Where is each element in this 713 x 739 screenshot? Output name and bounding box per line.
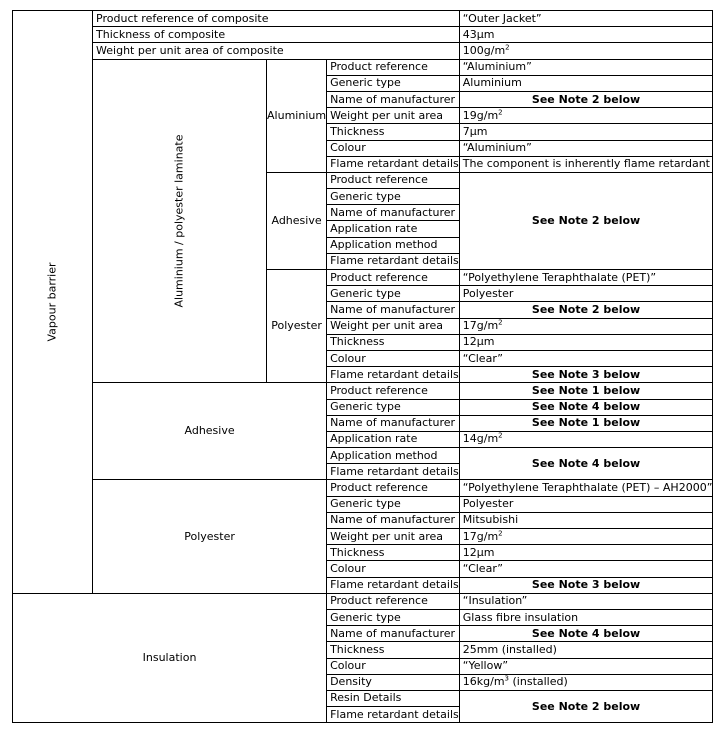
row-value: See Note 4 below	[459, 626, 713, 642]
row-label: Thickness	[327, 124, 460, 140]
row-value: “Yellow”	[459, 658, 713, 674]
row-value: $100g/m^2$	[459, 43, 713, 59]
row-value: “Aluminium”	[459, 140, 713, 156]
table-row	[13, 59, 713, 75]
table-row	[13, 593, 713, 609]
row-label: Generic type	[327, 399, 460, 415]
row-label: Product reference	[327, 383, 460, 399]
row-label: Name of manufacturer	[327, 512, 460, 528]
row-label: Generic type	[327, 286, 460, 302]
row-value: 12µm	[459, 334, 713, 350]
row-label: Product reference	[327, 59, 460, 75]
row-value: $16kg/m^3$ (installed)	[459, 674, 713, 690]
row-value: 43µm	[459, 27, 713, 43]
row-label: Application rate	[327, 431, 460, 447]
row-value: Glass fibre insulation	[459, 609, 713, 625]
row-value: “Aluminium”	[459, 59, 713, 75]
row-label: Generic type	[327, 189, 460, 205]
row-label: Flame retardant details	[327, 464, 460, 480]
row-value: See Note 1 below	[459, 415, 713, 431]
row-value: See Note 2 below	[459, 302, 713, 318]
row-label: Thickness	[327, 334, 460, 350]
row-value: “Outer Jacket”	[459, 11, 713, 27]
row-value: $19g/m^2$	[459, 108, 713, 124]
row-label: Generic type	[327, 609, 460, 625]
row-value: Mitsubishi	[459, 512, 713, 528]
component-name: Polyester	[267, 270, 327, 383]
row-label: Weight per unit area	[327, 108, 460, 124]
row-value: See Note 3 below	[459, 367, 713, 383]
row-label: Flame retardant details	[327, 156, 460, 172]
row-label: Name of manufacturer	[327, 415, 460, 431]
vapour-barrier-label: Vapour barrier	[13, 11, 93, 594]
row-label: Product reference	[327, 593, 460, 609]
table-row	[13, 11, 713, 27]
row-label: Name of manufacturer	[327, 205, 460, 221]
row-label: Name of manufacturer	[327, 626, 460, 642]
row-label: Application method	[327, 448, 460, 464]
row-value-merged: See Note 2 below	[459, 690, 713, 722]
row-value-merged: See Note 2 below	[459, 172, 713, 269]
row-label: Generic type	[327, 75, 460, 91]
insulation-label: Insulation	[13, 593, 327, 723]
row-label: Application method	[327, 237, 460, 253]
row-label: Weight per unit area	[327, 318, 460, 334]
row-value: “Clear”	[459, 350, 713, 366]
row-value: 7µm	[459, 124, 713, 140]
table-row	[13, 480, 713, 496]
row-label: Product reference of composite	[93, 11, 460, 27]
row-value: The component is inherently flame retardant	[459, 156, 713, 172]
row-value: “Polyethylene Teraphthalate (PET) – AH2000”	[459, 480, 713, 496]
row-label: Colour	[327, 140, 460, 156]
row-label: Name of manufacturer	[327, 91, 460, 107]
row-label: Thickness	[327, 545, 460, 561]
row-label: Thickness	[327, 642, 460, 658]
row-value-merged: See Note 4 below	[459, 448, 713, 480]
row-label: Colour	[327, 561, 460, 577]
row-label: Product reference	[327, 480, 460, 496]
row-value: “Insulation”	[459, 593, 713, 609]
row-label: Application rate	[327, 221, 460, 237]
row-value: See Note 3 below	[459, 577, 713, 593]
table-row	[13, 27, 713, 43]
row-label: Product reference	[327, 270, 460, 286]
row-value: Aluminium	[459, 75, 713, 91]
row-value: Polyester	[459, 286, 713, 302]
row-label: Weight per unit area of composite	[93, 43, 460, 59]
row-value: $17g/m^2$	[459, 318, 713, 334]
specification-table	[12, 10, 713, 723]
row-label: Generic type	[327, 496, 460, 512]
table-row	[13, 383, 713, 399]
row-value: See Note 2 below	[459, 91, 713, 107]
row-label: Thickness of composite	[93, 27, 460, 43]
component-name: Adhesive	[267, 172, 327, 269]
row-label: Colour	[327, 658, 460, 674]
row-label: Flame retardant details	[327, 707, 460, 723]
row-label: Weight per unit area	[327, 529, 460, 545]
row-value: “Polyethylene Teraphthalate (PET)”	[459, 270, 713, 286]
component-name: Aluminium	[267, 59, 327, 172]
table-row	[13, 43, 713, 59]
row-label: Flame retardant details	[327, 253, 460, 269]
row-label: Resin Details	[327, 690, 460, 706]
row-value: $17g/m^2$	[459, 529, 713, 545]
row-label: Flame retardant details	[327, 577, 460, 593]
row-value: Polyester	[459, 496, 713, 512]
row-label: Flame retardant details	[327, 367, 460, 383]
row-value: “Clear”	[459, 561, 713, 577]
row-label: Colour	[327, 350, 460, 366]
component-name: Polyester	[93, 480, 327, 593]
laminate-label: Aluminium / polyester laminate	[93, 59, 267, 383]
row-label: Product reference	[327, 172, 460, 188]
component-name: Adhesive	[93, 383, 327, 480]
row-label: Density	[327, 674, 460, 690]
row-value: See Note 4 below	[459, 399, 713, 415]
row-value: See Note 1 below	[459, 383, 713, 399]
row-value: 25mm (installed)	[459, 642, 713, 658]
row-value: $14g/m^2$	[459, 431, 713, 447]
row-value: 12µm	[459, 545, 713, 561]
row-label: Name of manufacturer	[327, 302, 460, 318]
